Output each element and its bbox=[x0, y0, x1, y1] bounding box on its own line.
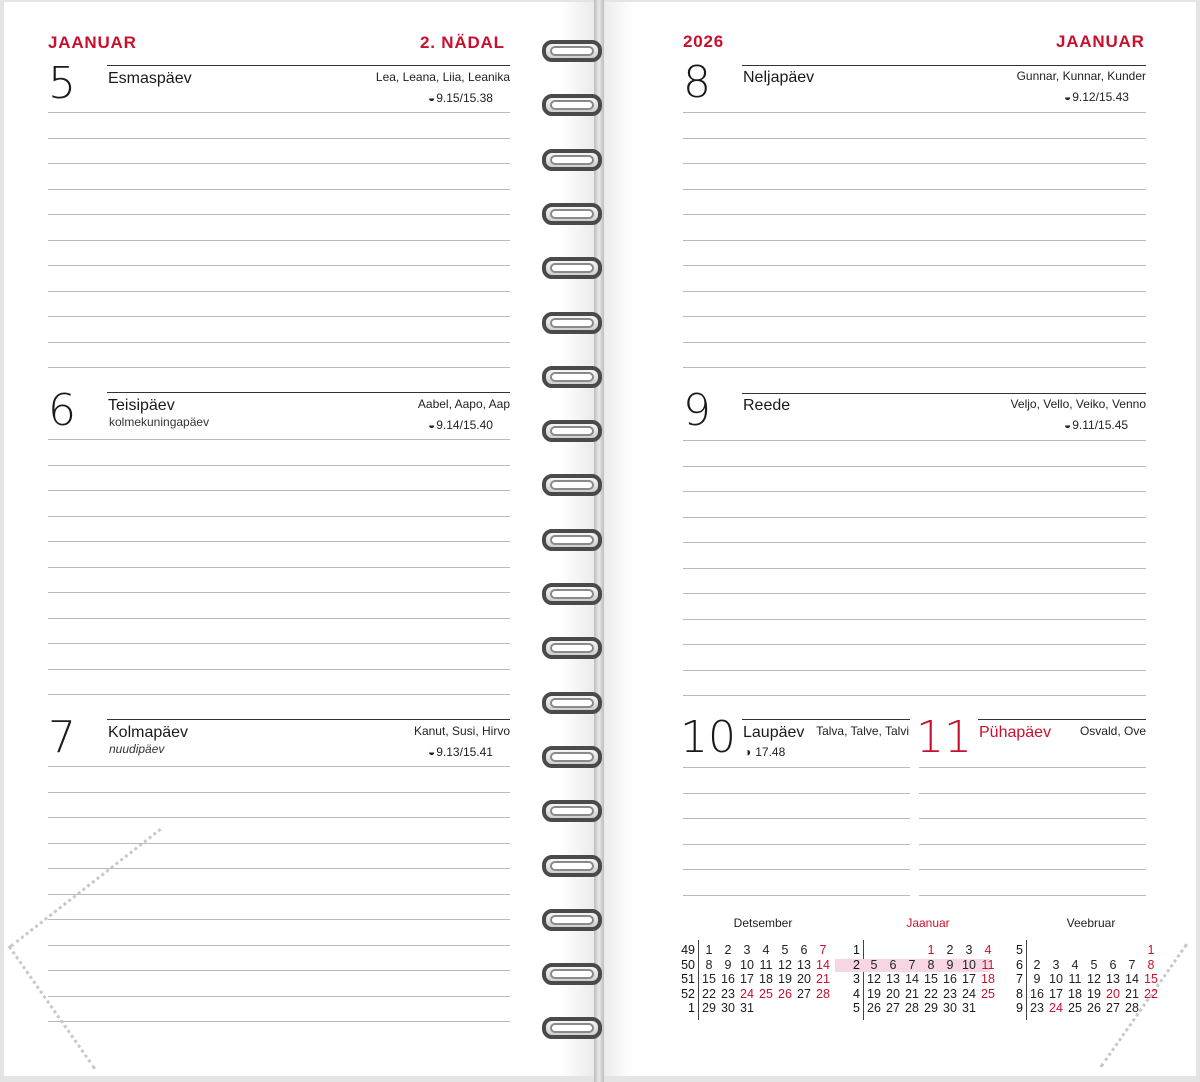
mini-calendar-day[interactable]: 11 bbox=[981, 957, 995, 972]
mini-calendar-day[interactable]: 17 bbox=[962, 972, 976, 986]
binding-ring bbox=[542, 959, 602, 987]
mini-calendar-day[interactable]: 27 bbox=[797, 986, 811, 1001]
mini-calendar-day[interactable]: 5 bbox=[1090, 957, 1098, 972]
writing-line[interactable] bbox=[683, 240, 1146, 241]
writing-line[interactable] bbox=[48, 817, 510, 818]
binding-ring bbox=[542, 905, 602, 933]
mini-calendar-day[interactable]: 5 bbox=[870, 957, 878, 972]
binding-ring bbox=[542, 525, 602, 553]
mini-calendar-day[interactable]: 28 bbox=[816, 986, 830, 1001]
binding-ring bbox=[542, 90, 602, 118]
mini-calendar-day[interactable]: 16 bbox=[943, 972, 957, 986]
day-number: 9 bbox=[683, 385, 711, 436]
ring-inner bbox=[550, 698, 594, 708]
mini-calendar-day[interactable]: 7 bbox=[908, 957, 916, 972]
mini-calendar-day[interactable]: 14 bbox=[816, 957, 830, 972]
binding-ring bbox=[542, 851, 602, 879]
writing-line[interactable] bbox=[919, 844, 1146, 845]
ring-inner bbox=[550, 155, 594, 165]
day-top-rule bbox=[742, 393, 1146, 394]
mini-calendar-day[interactable]: 6 bbox=[1109, 957, 1117, 972]
writing-line[interactable] bbox=[48, 592, 510, 593]
ring-inner bbox=[550, 480, 594, 490]
writing-line[interactable] bbox=[48, 843, 510, 844]
mini-calendar-day[interactable]: 27 bbox=[1106, 1001, 1120, 1015]
writing-line[interactable] bbox=[683, 793, 910, 794]
writing-line[interactable] bbox=[683, 466, 1146, 467]
mini-calendar-day[interactable]: 18 bbox=[759, 972, 773, 986]
mini-calendar-day[interactable]: 26 bbox=[778, 986, 792, 1001]
holiday-label: nuudipäev bbox=[109, 742, 165, 756]
year-header: 2026 bbox=[683, 32, 725, 51]
day-top-rule bbox=[742, 719, 910, 720]
writing-line[interactable] bbox=[683, 214, 1146, 215]
day-number-sunday: 11 bbox=[916, 712, 972, 763]
day-name: Esmaspäev bbox=[108, 70, 192, 87]
mini-calendar-day[interactable]: 20 bbox=[797, 972, 811, 986]
writing-line[interactable] bbox=[48, 669, 510, 670]
week-number: 7 bbox=[1016, 972, 1023, 986]
sunrise-sunset-times: 9.12/15.43 bbox=[1072, 90, 1129, 104]
holiday-label: kolmekuningapäev bbox=[109, 415, 210, 429]
mini-calendar-divider bbox=[698, 940, 699, 1020]
mini-calendar-day[interactable]: 30 bbox=[721, 1001, 735, 1015]
day-top-rule bbox=[742, 65, 1146, 66]
week-number: 5 bbox=[853, 1001, 860, 1015]
moon-phase-time: 17.48 bbox=[755, 745, 786, 759]
writing-line[interactable] bbox=[48, 240, 510, 241]
name-day-names: Osvald, Ove bbox=[1079, 724, 1146, 738]
writing-line[interactable] bbox=[48, 894, 510, 895]
name-day-names: Gunnar, Kunnar, Kunder bbox=[1016, 69, 1146, 83]
ring-inner bbox=[550, 643, 594, 653]
writing-line[interactable] bbox=[48, 541, 510, 542]
binding-ring bbox=[542, 253, 602, 281]
mini-calendar-day[interactable]: 24 bbox=[1049, 1001, 1063, 1015]
mini-calendar-day[interactable]: 11 bbox=[1068, 972, 1082, 986]
writing-line[interactable] bbox=[48, 367, 510, 368]
mini-calendar-day[interactable]: 9 bbox=[1033, 972, 1041, 986]
mini-calendar-day[interactable]: 10 bbox=[1049, 972, 1063, 986]
binding-ring bbox=[542, 796, 602, 824]
writing-line[interactable] bbox=[683, 517, 1146, 518]
mini-calendar-day[interactable]: 19 bbox=[867, 986, 881, 1001]
week-number: 4 bbox=[853, 986, 860, 1001]
writing-line[interactable] bbox=[48, 996, 510, 997]
writing-line[interactable] bbox=[683, 163, 1146, 164]
ring-inner bbox=[550, 100, 594, 110]
ring-inner bbox=[550, 589, 594, 599]
name-day-names: Aabel, Aapo, Aap bbox=[417, 397, 510, 411]
mini-calendar-day[interactable]: 31 bbox=[740, 1001, 754, 1015]
sunrise-sunset-icon: ◒ bbox=[428, 745, 436, 759]
ring-inner bbox=[550, 209, 594, 219]
week-number: 6 bbox=[1016, 957, 1023, 972]
writing-line[interactable] bbox=[48, 970, 510, 971]
week-number: 1 bbox=[688, 1001, 695, 1015]
mini-calendar-day[interactable]: 9 bbox=[724, 957, 732, 972]
week-number: 50 bbox=[681, 957, 695, 972]
ring-inner bbox=[550, 861, 594, 871]
writing-line[interactable] bbox=[683, 818, 910, 819]
ring-inner bbox=[550, 752, 594, 762]
mini-calendar-day[interactable]: 7 bbox=[1128, 957, 1136, 972]
writing-line[interactable] bbox=[48, 163, 510, 164]
day-top-rule bbox=[107, 719, 510, 720]
day-number: 6 bbox=[48, 385, 76, 436]
week-number: 8 bbox=[1016, 986, 1023, 1001]
binding-ring bbox=[542, 362, 602, 390]
mini-calendar-day[interactable]: 27 bbox=[886, 1001, 900, 1015]
writing-line[interactable] bbox=[683, 265, 1146, 266]
writing-line[interactable] bbox=[48, 265, 510, 266]
ring-inner bbox=[550, 915, 594, 925]
mini-calendar-day[interactable]: 9 bbox=[946, 957, 954, 972]
day-name: Laupäev bbox=[743, 724, 805, 741]
mini-calendar-day[interactable]: 6 bbox=[889, 957, 897, 972]
writing-line[interactable] bbox=[683, 670, 1146, 671]
writing-line[interactable] bbox=[48, 945, 510, 946]
mini-calendar-divider bbox=[863, 940, 864, 1020]
writing-line[interactable] bbox=[48, 919, 510, 920]
writing-line[interactable] bbox=[683, 342, 1146, 343]
writing-line[interactable] bbox=[683, 869, 910, 870]
mini-calendar-day[interactable]: 28 bbox=[905, 1001, 919, 1015]
mini-calendar-day[interactable]: 12 bbox=[867, 972, 881, 986]
binding-ring bbox=[542, 36, 602, 64]
ring-inner bbox=[550, 1023, 594, 1033]
writing-line[interactable] bbox=[683, 767, 910, 768]
mini-calendar-title: Jaanuar bbox=[906, 916, 950, 930]
mini-calendar-day[interactable]: 6 bbox=[800, 943, 808, 957]
binding-ring bbox=[542, 633, 602, 661]
moon-phase bbox=[744, 745, 785, 759]
mini-calendar-day[interactable]: 22 bbox=[702, 986, 716, 1001]
mini-calendar-day[interactable]: 12 bbox=[1087, 972, 1101, 986]
writing-line[interactable] bbox=[48, 316, 510, 317]
mini-calendar-day[interactable]: 19 bbox=[778, 972, 792, 986]
mini-calendar-day[interactable]: 3 bbox=[965, 943, 973, 957]
mini-calendar-day[interactable]: 28 bbox=[1125, 1001, 1139, 1015]
mini-calendar-day[interactable]: 4 bbox=[984, 943, 992, 957]
writing-line[interactable] bbox=[48, 214, 510, 215]
mini-calendar-day[interactable]: 16 bbox=[1030, 986, 1044, 1001]
sunrise-sunset bbox=[428, 745, 493, 759]
writing-line[interactable] bbox=[48, 516, 510, 517]
writing-line[interactable] bbox=[683, 367, 1146, 368]
mini-calendar-day[interactable]: 21 bbox=[816, 972, 830, 986]
sunrise-sunset bbox=[1064, 90, 1129, 104]
mini-calendar-day[interactable]: 16 bbox=[721, 972, 735, 986]
day-name-sunday: Pühapäev bbox=[979, 724, 1052, 741]
name-day-names: Veljo, Vello, Veiko, Venno bbox=[1010, 397, 1146, 411]
mini-calendar-day[interactable]: 25 bbox=[981, 986, 995, 1001]
mini-calendar-title: Veebruar bbox=[1066, 916, 1116, 930]
name-day-names: Lea, Leana, Liia, Leanika bbox=[375, 70, 510, 84]
mini-calendar-day[interactable]: 8 bbox=[705, 957, 713, 972]
week-number: 49 bbox=[681, 943, 695, 957]
mini-calendar-day[interactable]: 18 bbox=[981, 972, 995, 986]
mini-calendar-day[interactable]: 2 bbox=[724, 943, 732, 957]
mini-calendar-day[interactable]: 23 bbox=[721, 986, 735, 1001]
half-moon-icon: ◑ bbox=[744, 745, 752, 759]
mini-calendar-day[interactable]: 17 bbox=[740, 972, 754, 986]
mini-calendar-day[interactable]: 14 bbox=[905, 972, 919, 986]
writing-line[interactable] bbox=[48, 189, 510, 190]
ring-inner bbox=[550, 426, 594, 436]
mini-calendar-day[interactable]: 22 bbox=[1144, 986, 1158, 1001]
binding-ring bbox=[542, 416, 602, 444]
ring-inner bbox=[550, 969, 594, 979]
right-month-header: JAANUAR bbox=[1056, 32, 1145, 51]
week-number-header: 2. NÄDAL bbox=[420, 33, 505, 52]
writing-line[interactable] bbox=[919, 869, 1146, 870]
week-number: 9 bbox=[1016, 1001, 1023, 1015]
writing-line[interactable] bbox=[683, 491, 1146, 492]
mini-calendar-day[interactable]: 8 bbox=[927, 957, 935, 972]
binding-ring bbox=[542, 199, 602, 227]
writing-line[interactable] bbox=[683, 138, 1146, 139]
ring-inner bbox=[550, 806, 594, 816]
binding-ring bbox=[542, 1013, 602, 1041]
mini-calendar-day[interactable]: 18 bbox=[1068, 986, 1082, 1001]
mini-calendar-day[interactable]: 29 bbox=[924, 1001, 938, 1015]
day-number: 8 bbox=[683, 57, 711, 108]
day-top-rule bbox=[978, 719, 1146, 720]
writing-line[interactable] bbox=[48, 567, 510, 568]
mini-calendar-day[interactable]: 31 bbox=[962, 1001, 976, 1015]
writing-line[interactable] bbox=[919, 793, 1146, 794]
day-top-rule bbox=[107, 65, 510, 66]
ring-inner bbox=[550, 318, 594, 328]
writing-line[interactable] bbox=[48, 465, 510, 466]
week-number: 52 bbox=[681, 986, 695, 1001]
mini-calendar-divider bbox=[1026, 940, 1027, 1020]
spiral-binding bbox=[536, 30, 656, 1060]
day-name: Teisipäev bbox=[108, 397, 175, 414]
writing-line[interactable] bbox=[48, 694, 510, 695]
week-number: 3 bbox=[853, 972, 860, 986]
mini-calendar-day[interactable]: 13 bbox=[1106, 972, 1120, 986]
mini-calendar-day[interactable]: 10 bbox=[740, 957, 754, 972]
binding-ring bbox=[542, 742, 602, 770]
left-month-header: JAANUAR bbox=[48, 33, 137, 52]
day-number: 7 bbox=[48, 712, 76, 763]
mini-calendar-day[interactable]: 29 bbox=[702, 1001, 716, 1015]
sunrise-sunset-icon: ◒ bbox=[428, 91, 436, 105]
mini-calendar-day[interactable]: 22 bbox=[924, 986, 938, 1001]
mini-calendar-day[interactable]: 2 bbox=[1033, 957, 1041, 972]
mini-calendar-day[interactable]: 13 bbox=[886, 972, 900, 986]
mini-calendar-day[interactable]: 1 bbox=[705, 943, 713, 957]
day-top-rule bbox=[107, 392, 510, 393]
mini-calendar-day[interactable]: 8 bbox=[1147, 957, 1155, 972]
writing-line[interactable] bbox=[48, 792, 510, 793]
mini-calendar-day[interactable]: 20 bbox=[886, 986, 900, 1001]
writing-line[interactable] bbox=[48, 342, 510, 343]
mini-calendar-day[interactable]: 2 bbox=[946, 943, 954, 957]
week-number: 1 bbox=[853, 943, 860, 957]
mini-calendar-day[interactable]: 21 bbox=[905, 986, 919, 1001]
name-day-names: Talva, Talve, Talvi bbox=[816, 724, 909, 738]
ring-inner bbox=[550, 535, 594, 545]
binding-ring bbox=[542, 470, 602, 498]
sunrise-sunset-times: 9.14/15.40 bbox=[436, 418, 493, 432]
binding-ring bbox=[542, 308, 602, 336]
mini-calendar-day[interactable]: 4 bbox=[1071, 957, 1079, 972]
sunrise-sunset-times: 9.11/15.45 bbox=[1072, 418, 1129, 432]
writing-line[interactable] bbox=[48, 490, 510, 491]
sunrise-sunset-icon: ◒ bbox=[428, 418, 436, 432]
day-name: Reede bbox=[743, 397, 791, 414]
writing-line[interactable] bbox=[683, 112, 1146, 113]
name-day-names: Kanut, Susi, Hirvo bbox=[413, 724, 510, 738]
day-number: 5 bbox=[48, 58, 76, 109]
writing-line[interactable] bbox=[683, 440, 1146, 441]
writing-line[interactable] bbox=[48, 618, 510, 619]
writing-line[interactable] bbox=[48, 766, 510, 767]
mini-calendar-day[interactable]: 23 bbox=[1030, 1001, 1044, 1015]
mini-calendar-day[interactable]: 20 bbox=[1106, 986, 1120, 1001]
mini-calendar-day[interactable]: 17 bbox=[1049, 986, 1063, 1001]
writing-line[interactable] bbox=[683, 695, 1146, 696]
sunrise-sunset bbox=[1064, 418, 1128, 432]
writing-line[interactable] bbox=[48, 138, 510, 139]
sunrise-sunset bbox=[428, 418, 493, 432]
mini-calendar-day[interactable]: 25 bbox=[759, 986, 773, 1001]
mini-calendar-day[interactable]: 25 bbox=[1068, 1001, 1082, 1015]
day-number: 10 bbox=[680, 712, 736, 763]
writing-line[interactable] bbox=[683, 644, 1146, 645]
ring-inner bbox=[550, 46, 594, 56]
mini-calendar-day[interactable]: 5 bbox=[781, 943, 789, 957]
mini-calendar-day[interactable]: 23 bbox=[943, 986, 957, 1001]
mini-calendar-day[interactable]: 1 bbox=[927, 943, 935, 957]
mini-calendar-title: Detsember bbox=[733, 916, 793, 930]
mini-calendar-day[interactable]: 15 bbox=[924, 972, 938, 986]
binding-ring bbox=[542, 579, 602, 607]
ring-inner bbox=[550, 263, 594, 273]
mini-calendar-day[interactable]: 30 bbox=[943, 1001, 957, 1015]
mini-calendar-day[interactable]: 24 bbox=[962, 986, 976, 1001]
writing-line[interactable] bbox=[48, 643, 510, 644]
mini-calendar-day[interactable]: 15 bbox=[1144, 972, 1158, 986]
writing-line[interactable] bbox=[683, 619, 1146, 620]
writing-line[interactable] bbox=[683, 568, 1146, 569]
mini-calendar-day[interactable]: 15 bbox=[702, 972, 716, 986]
writing-line[interactable] bbox=[48, 1021, 510, 1022]
mini-calendar-day[interactable]: 26 bbox=[867, 1001, 881, 1015]
writing-line[interactable] bbox=[48, 439, 510, 440]
writing-line[interactable] bbox=[919, 818, 1146, 819]
day-name: Neljapäev bbox=[743, 69, 815, 86]
writing-line[interactable] bbox=[48, 868, 510, 869]
mini-calendar-day[interactable]: 24 bbox=[740, 986, 754, 1001]
writing-line[interactable] bbox=[683, 593, 1146, 594]
writing-line[interactable] bbox=[683, 895, 910, 896]
mini-calendar-day[interactable]: 14 bbox=[1125, 972, 1139, 986]
mini-calendar-day[interactable]: 10 bbox=[962, 957, 976, 972]
writing-line[interactable] bbox=[919, 767, 1146, 768]
sunrise-sunset-times: 9.15/15.38 bbox=[436, 91, 493, 105]
writing-line[interactable] bbox=[683, 291, 1146, 292]
sunrise-sunset bbox=[428, 91, 493, 105]
mini-calendar-day[interactable]: 3 bbox=[743, 943, 751, 957]
mini-calendar-day[interactable]: 4 bbox=[762, 943, 770, 957]
writing-line[interactable] bbox=[48, 291, 510, 292]
mini-calendar-day[interactable]: 26 bbox=[1087, 1001, 1101, 1015]
writing-line[interactable] bbox=[683, 189, 1146, 190]
mini-calendar-day[interactable]: 12 bbox=[778, 957, 792, 972]
sunrise-sunset-times: 9.13/15.41 bbox=[436, 745, 493, 759]
mini-calendar-day[interactable]: 13 bbox=[797, 957, 811, 972]
writing-line[interactable] bbox=[683, 542, 1146, 543]
sunrise-sunset-icon: ◒ bbox=[1064, 418, 1072, 432]
mini-calendar-day[interactable]: 3 bbox=[1052, 957, 1060, 972]
day-name: Kolmapäev bbox=[108, 724, 189, 741]
mini-calendar-day[interactable]: 1 bbox=[1147, 943, 1155, 957]
week-number: 5 bbox=[1016, 943, 1023, 957]
writing-line[interactable] bbox=[919, 895, 1146, 896]
week-number: 51 bbox=[681, 972, 695, 986]
mini-calendar-day[interactable]: 11 bbox=[759, 957, 773, 972]
writing-line[interactable] bbox=[683, 844, 910, 845]
sunrise-sunset-icon: ◒ bbox=[1064, 90, 1072, 104]
week-number: 2 bbox=[853, 957, 860, 972]
mini-calendar-day[interactable]: 19 bbox=[1087, 986, 1101, 1001]
binding-ring bbox=[542, 688, 602, 716]
writing-line[interactable] bbox=[683, 316, 1146, 317]
ring-inner bbox=[550, 372, 594, 382]
writing-line[interactable] bbox=[48, 112, 510, 113]
mini-calendar-day[interactable]: 7 bbox=[819, 943, 827, 957]
mini-calendar-day[interactable]: 21 bbox=[1125, 986, 1139, 1001]
binding-ring bbox=[542, 145, 602, 173]
